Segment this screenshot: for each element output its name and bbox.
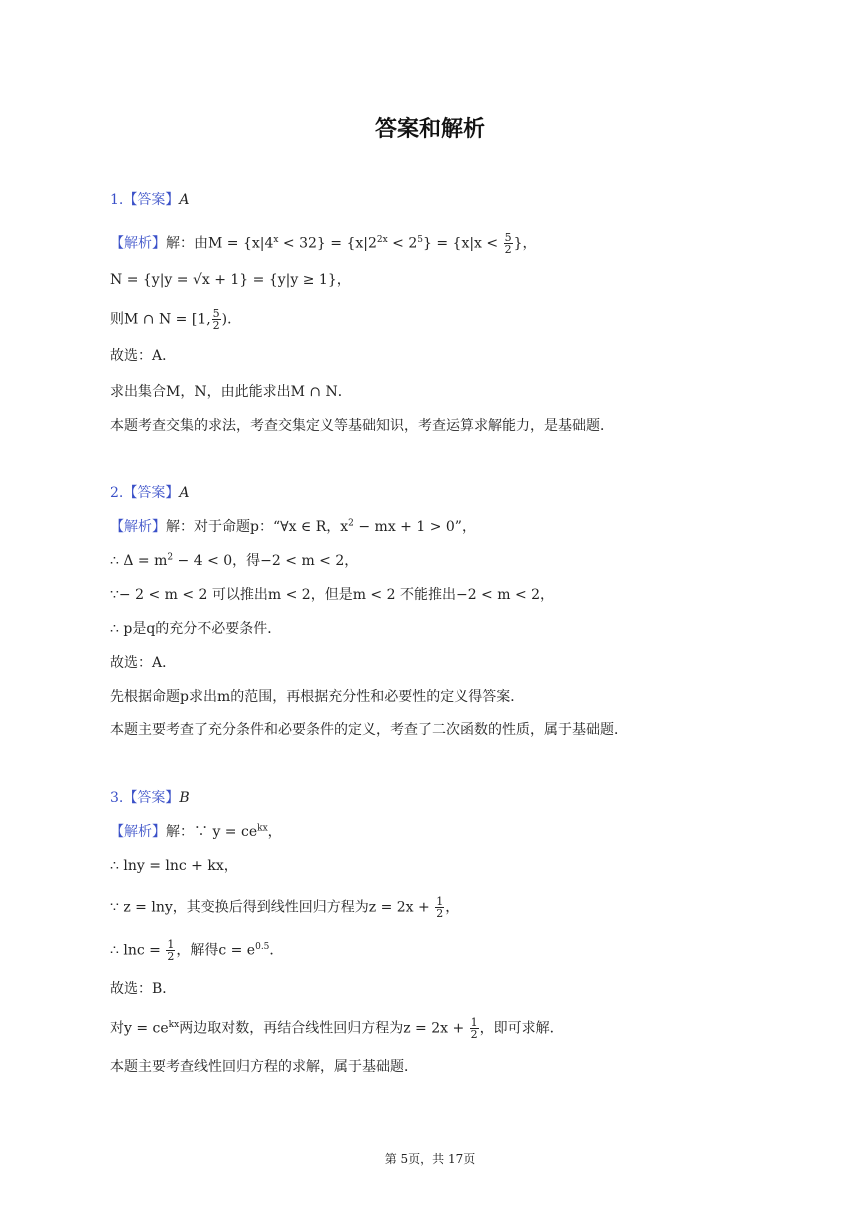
q1-answer-line [110, 190, 189, 210]
q2-analysis-line-4: ∴ p是q的充分不必要条件． [110, 621, 282, 637]
q1-analysis-line-2: N = {y|y = √x + 1} = {y|y ≥ 1}， [110, 272, 351, 288]
q3-answer: B [179, 790, 190, 806]
q2-analysis-line-3: ∵− 2 < m < 2 可以推出m < 2，但是m < 2 不能推出−2 < m < 2， [110, 587, 555, 603]
q3-comment-line: 本题主要考查线性回归方程的求解，属于基础题． [110, 1059, 418, 1075]
q1-text: < 2 [387, 235, 418, 252]
q3-answer-line [110, 788, 190, 808]
fraction-numerator: 1 [470, 1016, 478, 1029]
q3-text: ， [267, 824, 282, 840]
q3-text: ，即可求解． [479, 1020, 564, 1037]
q3-sup: kx [168, 1019, 180, 1030]
fraction-denominator: 2 [436, 907, 444, 920]
q3-number: 3. [110, 790, 124, 806]
q3-text: 两边取对数，再结合线性回归方程为z = 2x + [179, 1020, 469, 1037]
q1-text: < 32} = {x|2 [278, 235, 377, 252]
q3-text: 解：∵ y = ce [166, 824, 258, 840]
q2-text: − mx + 1 > 0”， [353, 519, 476, 535]
q1-analysis-line-3 [110, 308, 241, 331]
fraction-denominator: 2 [167, 950, 175, 963]
q2-comment-line: 本题主要考查了充分条件和必要条件的定义，考查了二次函数的性质，属于基础题． [110, 722, 628, 738]
q1-analysis-tag: 【解析】 [110, 235, 166, 252]
q1-choice-line: 故选：A． [110, 348, 177, 364]
q3-fraction [166, 939, 175, 962]
q2-answer: A [179, 485, 190, 501]
q2-sup: 2 [348, 518, 354, 529]
q2-number: 2. [110, 485, 124, 501]
page-title: 答案和解析 [374, 117, 485, 142]
q2-text: ∴ Δ = m [110, 553, 168, 569]
q3-answer-tag: 【答案】 [123, 790, 180, 806]
q2-sup: 2 [167, 552, 174, 563]
q2-analysis-line-2 [110, 551, 358, 571]
q3-text: ． [269, 942, 284, 959]
q1-fraction [212, 308, 221, 331]
q1-sup: 2x [376, 234, 388, 245]
q1-answer: A [179, 192, 190, 208]
q2-text: 解：对于命题p：“∀x ∈ R，x [166, 519, 349, 535]
fraction-denominator: 2 [504, 243, 512, 256]
q1-comment-line: 本题考查交集的求法，考查交集定义等基础知识，考查运算求解能力，是基础题． [110, 418, 614, 434]
q2-answer-line [110, 483, 189, 503]
q2-answer-tag: 【答案】 [123, 485, 180, 501]
q1-sup: x [273, 234, 279, 245]
q1-fraction [504, 232, 513, 255]
q1-text: )． [221, 311, 242, 328]
q3-sup: 0.5 [255, 941, 270, 952]
q1-text: 解：由M = {x|4 [166, 235, 274, 252]
q1-analysis-line-1 [110, 232, 537, 255]
q3-choice-line: 故选：B． [110, 981, 177, 997]
q1-answer-tag: 【答案】 [123, 192, 180, 208]
q3-text: ， [445, 899, 460, 916]
fraction-denominator: 2 [212, 319, 220, 332]
fraction-numerator: 1 [167, 938, 175, 951]
q1-text: } = {x|x < [423, 235, 503, 252]
q2-analysis-tag: 【解析】 [110, 519, 166, 535]
q3-analysis-line-4 [110, 939, 283, 962]
fraction-denominator: 2 [470, 1028, 478, 1041]
fraction-numerator: 1 [436, 895, 444, 908]
q1-text: }， [513, 235, 537, 252]
q3-analysis-line-1 [110, 822, 282, 842]
q2-summary-line: 先根据命题p求出m的范围，再根据充分性和必要性的定义得答案． [110, 689, 525, 705]
q1-sup: 5 [417, 234, 423, 245]
q3-text: ∴ lnc = [110, 942, 166, 959]
page-footer: 第 5页，共 17页 [384, 1152, 476, 1166]
q2-analysis-line-1 [110, 517, 476, 537]
q2-choice-line: 故选：A． [110, 655, 177, 671]
q1-summary-line: 求出集合M，N，由此能求出M ∩ N． [110, 384, 352, 400]
q3-text: ∵ z = lny，其变换后得到线性回归方程为z = 2x + [110, 899, 435, 916]
fraction-numerator: 5 [212, 307, 220, 320]
q3-text: ，解得c = e [176, 942, 256, 959]
q2-text: − 4 < 0，得−2 < m < 2， [173, 553, 359, 569]
q3-fraction [470, 1017, 479, 1040]
fraction-numerator: 5 [504, 231, 512, 244]
q3-analysis-line-2: ∴ lny = lnc + kx， [110, 858, 238, 874]
q3-text: 对y = ce [110, 1020, 169, 1037]
q3-analysis-tag: 【解析】 [110, 824, 166, 840]
q3-sup: kx [257, 823, 268, 834]
q3-summary-line [110, 1017, 564, 1040]
q3-analysis-line-3 [110, 896, 459, 919]
q1-text: 则M ∩ N = [1, [110, 311, 211, 328]
q1-number: 1. [110, 192, 124, 208]
q3-fraction [435, 896, 444, 919]
